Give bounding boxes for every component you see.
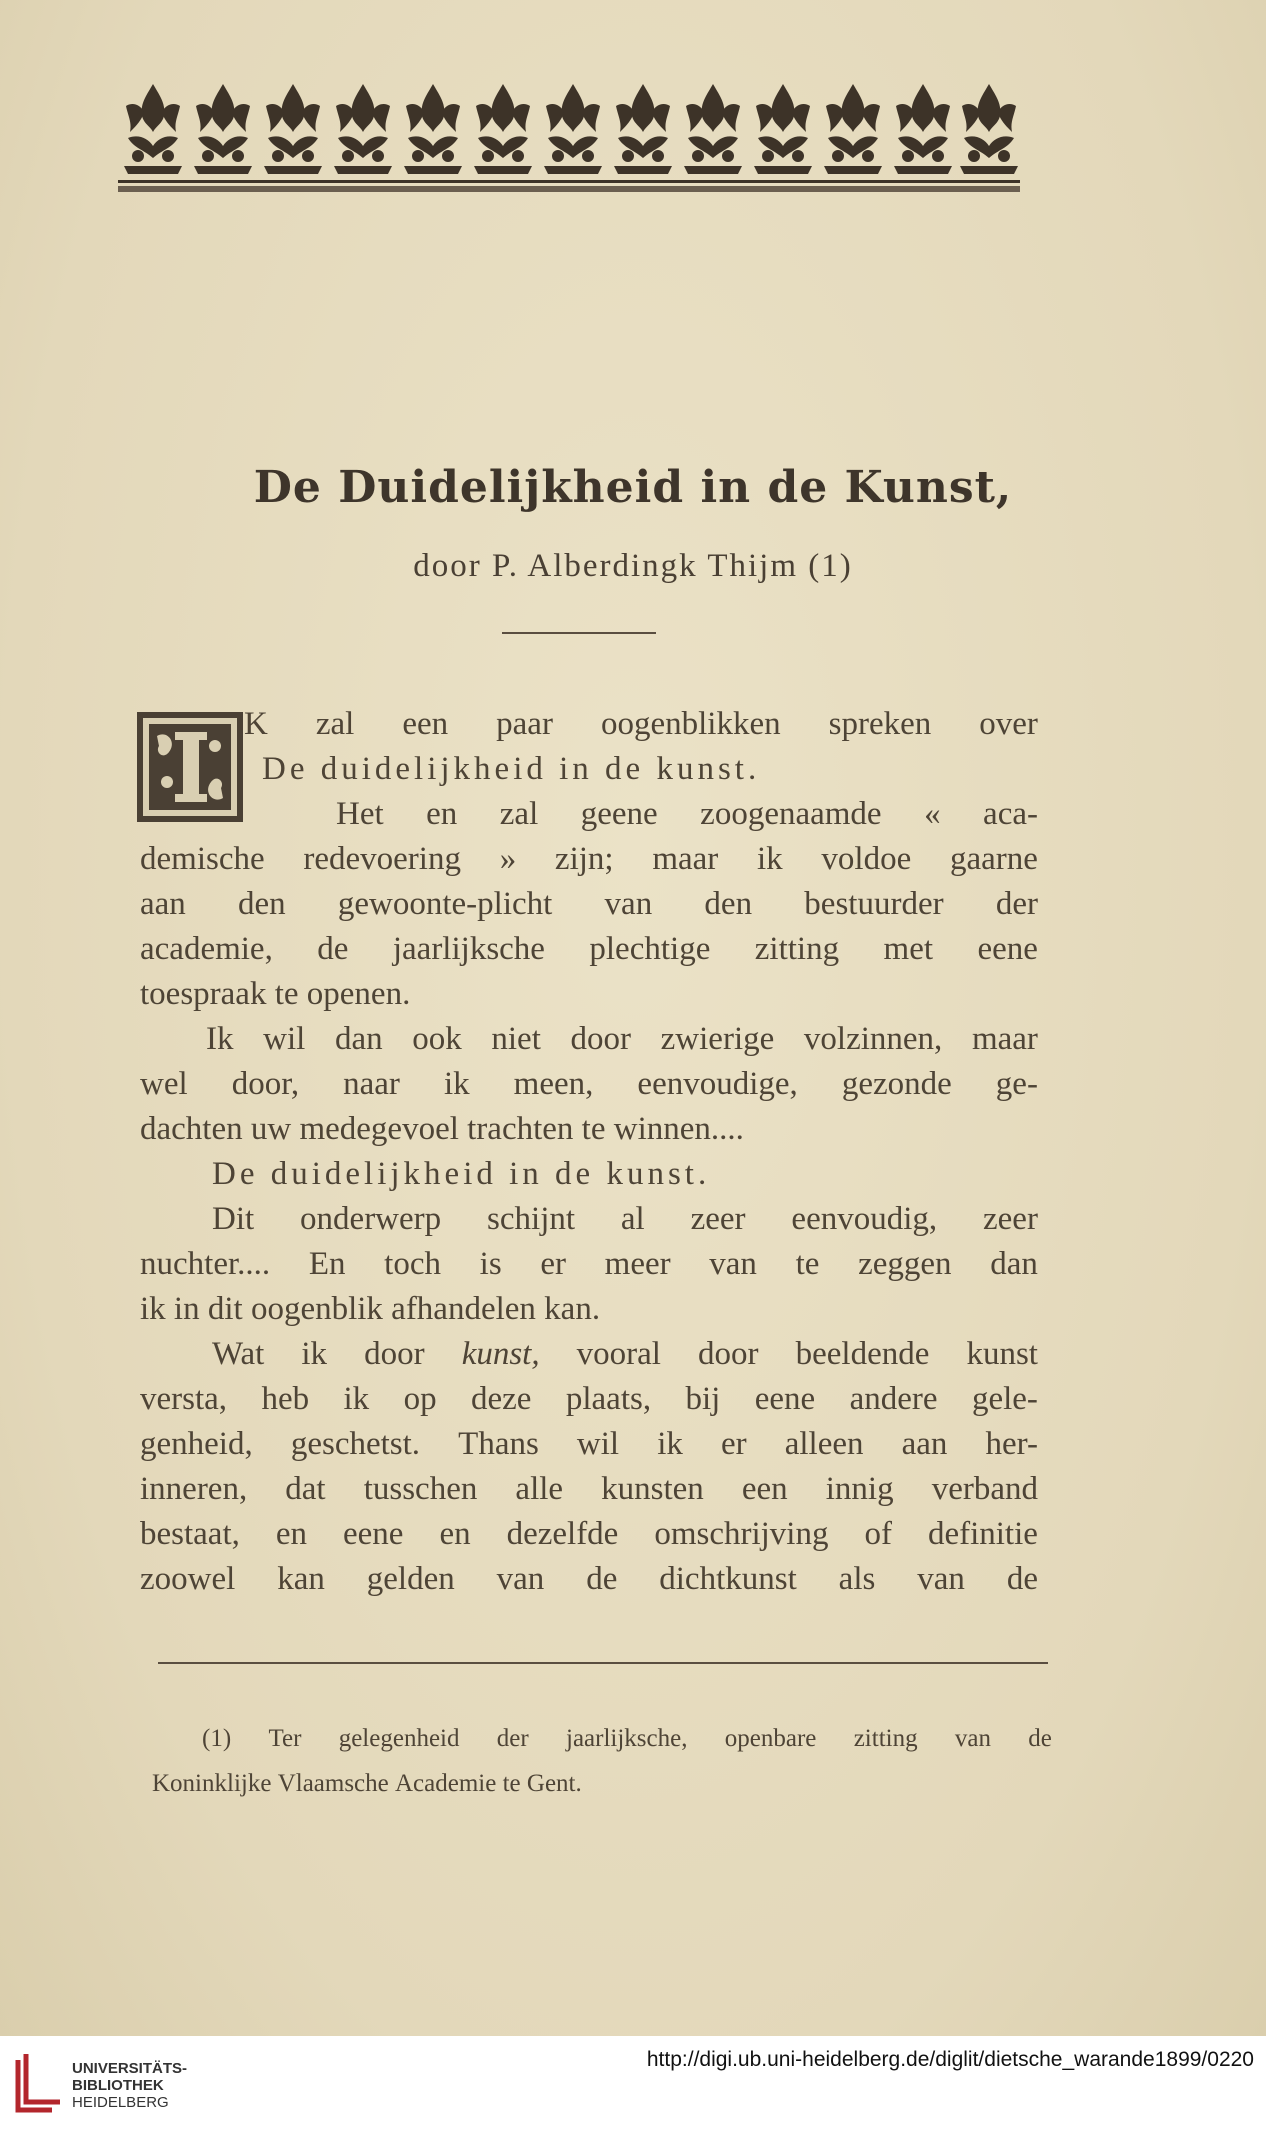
body-word: maar	[652, 841, 719, 877]
body-word: Wat	[212, 1336, 265, 1372]
body-word: aan	[901, 1426, 948, 1462]
body-word: eene	[977, 931, 1038, 967]
body-word: kunst.	[606, 1156, 711, 1192]
body-word: medegevoel	[299, 1111, 468, 1147]
body-word: van	[709, 1246, 757, 1282]
footnote-word: Academie	[395, 1770, 503, 1797]
body-word: andere	[849, 1381, 938, 1417]
body-word: demische	[140, 841, 265, 877]
body-line	[140, 1332, 1038, 1377]
body-word: de	[605, 751, 657, 787]
body-word: tusschen	[363, 1471, 478, 1507]
body-word: kan	[277, 1561, 325, 1597]
footnote-word: der	[496, 1725, 529, 1752]
body-word: er	[540, 1246, 566, 1282]
body-word: alle	[515, 1471, 564, 1507]
title-divider	[502, 632, 656, 634]
body-word: dat	[285, 1471, 326, 1507]
body-word: in	[559, 751, 606, 787]
body-word: in	[173, 1291, 208, 1327]
body-word: plaats,	[565, 1381, 652, 1417]
body-word: de	[1006, 1561, 1038, 1597]
body-word: afhandelen	[391, 1291, 545, 1327]
body-word: definitie	[927, 1516, 1038, 1552]
body-line	[140, 1152, 1038, 1197]
body-word: zeggen	[858, 1246, 952, 1282]
body-word: van	[604, 886, 653, 922]
body-word: door,	[231, 1066, 300, 1102]
body-word: ge-	[995, 1066, 1038, 1102]
body-word: te	[581, 1111, 614, 1147]
footnote-word: de	[1028, 1725, 1052, 1752]
body-text	[140, 702, 1038, 1602]
body-word: geschetst.	[290, 1426, 421, 1462]
body-line	[140, 882, 1038, 927]
body-word: zijn;	[554, 841, 614, 877]
body-word: naar	[343, 1066, 400, 1102]
footnote-word: Gent.	[526, 1770, 582, 1797]
body-word: te	[795, 1246, 820, 1282]
footnote-word: te	[502, 1770, 527, 1797]
body-word: gelden	[366, 1561, 455, 1597]
library-logo-text: UNIVERSITÄTS- BIBLIOTHEK HEIDELBERG	[72, 2060, 188, 2111]
body-word: De	[262, 751, 321, 787]
body-word: alleen	[784, 1426, 864, 1462]
body-word: Thans	[458, 1426, 539, 1462]
body-word: gele-	[971, 1381, 1038, 1417]
body-word: een	[741, 1471, 788, 1507]
body-word: versta,	[140, 1381, 228, 1417]
body-line	[140, 1062, 1038, 1107]
body-word: ik	[757, 841, 783, 877]
body-word: den	[704, 886, 753, 922]
body-word: de	[586, 1561, 618, 1597]
body-word: kan.	[544, 1291, 601, 1327]
body-word: spreken	[828, 706, 932, 742]
body-word: aca-	[983, 796, 1038, 832]
body-word: Het	[336, 796, 384, 832]
body-word: wil	[576, 1426, 620, 1462]
footnote-word: Ter	[268, 1725, 302, 1752]
body-line	[140, 972, 1038, 1017]
body-word: een	[402, 706, 449, 742]
body-word: dan	[990, 1246, 1038, 1282]
body-word: van	[496, 1561, 545, 1597]
body-word: redevoering	[303, 841, 461, 877]
body-word: jaarlijksche	[392, 931, 545, 967]
body-word: aan	[140, 886, 186, 922]
decorative-header-ornament	[118, 76, 1020, 194]
body-word: ik	[443, 1066, 470, 1102]
body-line	[140, 1422, 1038, 1467]
body-word: De	[212, 1156, 271, 1192]
footnote-line	[152, 1763, 1052, 1808]
body-word: toch	[384, 1246, 441, 1282]
library-logo-icon	[12, 2050, 64, 2116]
body-word: «	[924, 796, 941, 832]
body-line	[140, 1017, 1038, 1062]
body-line	[140, 1467, 1038, 1512]
article-byline: door P. Alberdingk Thijm (1)	[413, 548, 853, 584]
body-word: Dit	[212, 1201, 255, 1237]
body-word: openen.	[306, 976, 411, 1012]
body-word: ik	[140, 1291, 174, 1327]
footnote-word: openbare	[724, 1725, 817, 1752]
body-word: eene	[343, 1516, 404, 1552]
body-word: der	[995, 886, 1038, 922]
body-word: volzinnen,	[803, 1021, 943, 1057]
body-word: Ik	[206, 1021, 234, 1057]
body-word: den	[238, 886, 286, 922]
body-word: uw	[250, 1111, 300, 1147]
body-word: beeldende	[795, 1336, 930, 1372]
body-word: innig	[825, 1471, 894, 1507]
body-word: winnen....	[613, 1111, 744, 1147]
footnote-divider	[158, 1662, 1048, 1664]
body-word: en	[275, 1516, 308, 1552]
body-word: genheid,	[140, 1426, 253, 1462]
body-line	[140, 1287, 1038, 1332]
digitization-footer	[0, 2036, 1266, 2131]
body-word: oogenblik	[250, 1291, 392, 1327]
footnote	[152, 1718, 1052, 1808]
body-word: kunst,	[461, 1336, 540, 1372]
body-word: K	[244, 706, 268, 742]
body-line	[140, 927, 1038, 972]
footnote-word: gelegenheid	[338, 1725, 460, 1752]
body-word: door	[364, 1336, 425, 1372]
body-word: gaarne	[949, 841, 1038, 877]
body-word: oogenblikken	[600, 706, 781, 742]
footnote-word: van	[954, 1725, 991, 1752]
footnote-word: Vlaamsche	[277, 1770, 395, 1797]
body-word: voldoe	[821, 841, 912, 877]
body-line	[140, 1107, 1038, 1152]
footnote-word: zitting	[853, 1725, 918, 1752]
body-word: schijnt	[487, 1201, 576, 1237]
footnote-word: Koninklijke	[152, 1770, 278, 1797]
body-word: dit	[207, 1291, 251, 1327]
body-word: of	[864, 1516, 892, 1552]
body-word: gewoonte-plicht	[337, 886, 553, 922]
body-line	[140, 837, 1038, 882]
body-word: geene	[580, 796, 658, 832]
body-line	[140, 792, 1038, 837]
body-line	[140, 1242, 1038, 1287]
body-word: en	[439, 1516, 471, 1552]
body-line	[140, 1512, 1038, 1557]
body-word: zwierige	[660, 1021, 775, 1057]
body-word: trachten	[467, 1111, 582, 1147]
body-word: zeer	[983, 1201, 1038, 1237]
body-word: ook	[412, 1021, 462, 1057]
body-word: zal	[499, 796, 539, 832]
body-word: er	[720, 1426, 747, 1462]
body-word: dezelfde	[506, 1516, 619, 1552]
body-word: al	[620, 1201, 645, 1237]
body-line	[140, 1557, 1038, 1602]
body-word: door	[570, 1021, 632, 1057]
body-word: met	[883, 931, 934, 967]
body-word: door	[698, 1336, 759, 1372]
footnote-line	[152, 1718, 1052, 1763]
body-word: academie,	[140, 931, 273, 967]
body-word: zoowel	[140, 1561, 236, 1597]
body-word: gezonde	[841, 1066, 952, 1102]
body-word: »	[499, 841, 517, 877]
body-word: meer	[604, 1246, 671, 1282]
body-word: en	[426, 796, 458, 832]
body-word: dachten	[140, 1111, 251, 1147]
body-word: ik	[657, 1426, 683, 1462]
body-word: zitting	[754, 931, 840, 967]
body-line	[140, 1197, 1038, 1242]
body-word: deze	[471, 1381, 532, 1417]
body-word: duidelijkheid	[270, 1156, 510, 1192]
body-word: bestaat,	[140, 1516, 240, 1552]
body-word: zeer	[690, 1201, 746, 1237]
body-word: wil	[263, 1021, 306, 1057]
body-word: eenvoudig,	[791, 1201, 938, 1237]
body-word: de	[317, 931, 349, 967]
body-word: kunsten	[601, 1471, 704, 1507]
body-word: op	[403, 1381, 437, 1417]
body-word: is	[479, 1246, 502, 1282]
source-url[interactable]: http://digi.ub.uni-heidelberg.de/diglit/dietsche_warande1899/0220	[646, 2048, 1254, 2071]
body-word: als	[838, 1561, 876, 1597]
body-word: omschrijving	[654, 1516, 829, 1552]
body-word: zoogenaamde	[700, 796, 882, 832]
body-word: En	[308, 1246, 346, 1282]
body-line	[140, 747, 1038, 792]
body-word: kunst	[966, 1336, 1038, 1372]
body-word: verband	[931, 1471, 1038, 1507]
body-word: eene	[754, 1381, 816, 1417]
footnote-word: (1)	[202, 1725, 232, 1752]
body-word: de	[555, 1156, 607, 1192]
body-word: dan	[334, 1021, 383, 1057]
body-word: onderwerp	[300, 1201, 442, 1237]
footnote-word: jaarlijksche,	[566, 1725, 688, 1752]
body-line	[140, 1377, 1038, 1422]
body-word: ik	[301, 1336, 328, 1372]
article-title: De Duidelijkheid in de Kunst,	[253, 462, 1013, 513]
body-word: plechtige	[589, 931, 711, 967]
body-word: nuchter....	[140, 1246, 271, 1282]
body-word: her-	[985, 1426, 1038, 1462]
body-word: dichtkunst	[659, 1561, 797, 1597]
body-word: over	[979, 706, 1038, 742]
body-word: ik	[343, 1381, 370, 1417]
body-word: zal	[315, 706, 355, 742]
body-word: bestuurder	[804, 886, 944, 922]
body-word: in	[509, 1156, 556, 1192]
body-word: kunst.	[656, 751, 761, 787]
body-word: paar	[496, 706, 553, 742]
body-word: maar	[971, 1021, 1038, 1057]
body-word: niet	[491, 1021, 541, 1057]
body-line	[140, 702, 1038, 747]
body-word: wel	[140, 1066, 188, 1102]
body-word: te	[274, 976, 307, 1012]
body-word: duidelijkheid	[320, 751, 560, 787]
body-word: heb	[261, 1381, 310, 1417]
body-word: eenvoudige,	[637, 1066, 798, 1102]
body-word: vooral	[576, 1336, 661, 1372]
body-word: bij	[685, 1381, 721, 1417]
body-word: inneren,	[140, 1471, 248, 1507]
body-word: meen,	[513, 1066, 594, 1102]
body-word: toespraak	[140, 976, 275, 1012]
body-word: van	[917, 1561, 965, 1597]
